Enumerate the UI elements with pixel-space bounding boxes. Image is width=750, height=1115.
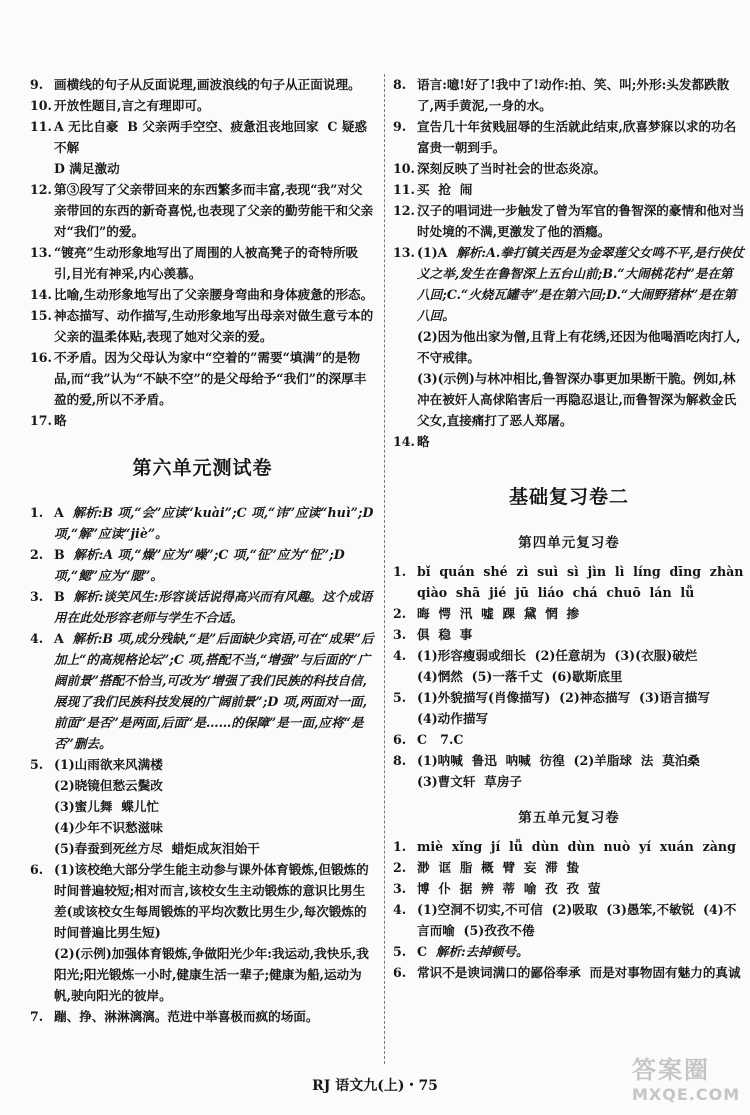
answer-item: [30, 544, 375, 586]
answer-text: 神态描写、动作描写,生动形象地写出母亲对做生意亏本的父亲的温柔体贴,表现了她对父亲的爱。: [54, 308, 374, 344]
right-column: [393, 74, 745, 983]
answer-number: 5.: [393, 690, 407, 705]
answer-number: 3.: [393, 881, 407, 896]
answer-text: 常识不是谀词满口的鄙俗奉承 而是对事物固有魅力的真诚: [417, 965, 741, 980]
answer-analysis: 解析:去掉顿号。: [435, 944, 529, 959]
answer-text: A 无比自豪 B 父亲两手空空、疲惫沮丧地回家 C 疑惑不解 D 满足激动: [54, 119, 368, 176]
answer-text: 第③段写了父亲带回来的东西繁多而丰富,表现“我”对父亲带回的东西的新奇喜悦,也表现了父亲的勤劳能干和父亲对“我们”的爱。: [54, 182, 374, 239]
answer-number: 8.: [393, 77, 407, 92]
answer-text: (3)蜜儿舞 蝶儿忙: [54, 799, 160, 814]
answer-item: [393, 687, 745, 729]
answer-item: [393, 74, 745, 116]
answer-text: 深刻反映了当时社会的世态炎凉。: [417, 161, 606, 176]
answer-item: [393, 645, 745, 687]
answer-text: A: [54, 631, 73, 646]
answer-item: [393, 242, 745, 326]
answer-number: 4.: [30, 631, 44, 646]
answer-item: [30, 305, 375, 347]
left-answers-a: [30, 74, 375, 431]
answer-text: miè xǐng jí lǚ dùn dùn nuò yí xuán zàng: [417, 839, 736, 854]
answer-number: 3.: [30, 589, 44, 604]
right-answers-c: [393, 836, 745, 983]
answer-number: 10.: [393, 161, 415, 176]
answer-text: 晦 愕 汛 嘘 踝 黛 惘 掺: [417, 606, 580, 621]
answer-item: [30, 817, 375, 838]
answer-item: [393, 431, 745, 452]
answer-analysis: 解析:谈笑风生:形容谈话说得高兴而有风趣。这个成语用在此处形容老师与学生不合适。: [54, 589, 373, 625]
answer-number: 4.: [393, 902, 407, 917]
answer-number: 2.: [30, 547, 44, 562]
answer-item: [30, 754, 375, 775]
watermark-url: MXQE.COM: [632, 1085, 741, 1104]
answer-item: [393, 729, 745, 750]
answer-item: [30, 502, 375, 544]
answer-item: [30, 116, 375, 179]
answer-item: [30, 242, 375, 284]
answer-item: [30, 410, 375, 431]
answer-number: 6.: [30, 862, 44, 877]
answer-number: 11.: [30, 119, 52, 134]
answer-item: [393, 116, 745, 158]
answer-item: [30, 284, 375, 305]
answer-analysis: 解析:B 项,“会”应读“kuài”;C 项,“讳”应读“huì”;D 项,“解”应读“jiè”。: [54, 505, 374, 541]
answer-text: 比喻,生动形象地写出了父亲腰身弯曲和身体疲惫的形态。: [54, 287, 374, 302]
answer-number: 17.: [30, 413, 52, 428]
left-answers-b: [30, 502, 375, 1027]
answer-item: [30, 95, 375, 116]
answer-number: 15.: [30, 308, 52, 323]
answer-number: 4.: [393, 648, 407, 663]
answer-analysis: 解析:B 项,成分残缺,“是”后面缺少宾语,可在“成果”后加上“的高规格论坛”;C 项,搭配不当,“增强”与后面的“广阔前景”搭配不恰当,可改为“增强了我们民族的科技自信,展现了我们民族科技发展的广阔前景”;D 项,两面对一面,前面“是否”是两面,后面“是……的保障”是一面,应将“是否”删去。: [54, 631, 374, 751]
answer-analysis: 解析:A.拳打镇关西是为金翠莲父女鸣不平,是行侠仗义之举,发生在鲁智深上五台山前;B.“大闹桃花村”是在第八回;C.“火烧瓦罐寺”是在第六回;D.“大闹野猪林”是在第八回。: [417, 245, 744, 323]
answer-number: 8.: [393, 753, 407, 768]
answer-item: [30, 943, 375, 1006]
answer-number: 11.: [393, 182, 415, 197]
answer-text: 画横线的句子从反面说理,画波浪线的句子从正面说理。: [54, 77, 361, 92]
answer-text: 汉子的唱词进一步触发了曾为军官的鲁智深的豪情和他对当时处境的不满,更激发了他的酒瘾。: [417, 203, 745, 239]
answer-text: (2)(示例)加强体育锻炼,争做阳光少年:我运动,我快乐,我阳光;阳光锻炼一小时,健康生活一辈子;健康为船,运动为帆,驶向阳光的彼岸。: [54, 946, 369, 1003]
subsection-title-unit4-review: 第四单元复习卷: [518, 535, 620, 551]
answer-item: [393, 857, 745, 878]
answer-number: 7.: [30, 1009, 44, 1024]
answer-item: [393, 899, 745, 941]
answer-text: B: [54, 589, 74, 604]
answer-text: (1)形容瘦弱或细长 (2)任意胡为 (3)(衣服)破烂 (4)惘然 (5)一落千丈 (6)歇斯底里: [417, 648, 698, 684]
answer-text: 俱 稳 事: [417, 627, 473, 642]
answer-text: (1)该校绝大部分学生能主动参与课外体育锻炼,但锻炼的时间普遍较短;相对而言,该校女生主动锻炼的意识比男生差(或该校女生每周锻炼的平均次数比男生少,每次锻炼的时间普遍比男生短): [54, 862, 369, 940]
answer-text: 博 仆 据 辨 蒂 喻 孜 孜 萤: [417, 881, 601, 896]
answer-text: (1)A: [417, 245, 457, 260]
answer-number: 2.: [393, 860, 407, 875]
answer-number: 13.: [30, 245, 52, 260]
watermark-text: 答案圈: [632, 1056, 710, 1084]
section-title-unit6-test: 第六单元测试卷: [132, 457, 273, 479]
answer-text: B: [54, 547, 74, 562]
answer-number: 16.: [30, 350, 52, 365]
answer-item: [393, 179, 745, 200]
answer-item: [393, 326, 745, 368]
left-column: [30, 74, 375, 1027]
answer-text: (3)(示例)与林冲相比,鲁智深办事更加果断干脆。例如,林冲在被奸人高俅陷害后一再隐忍退让,而鲁智深为解救金氏父女,直接痛打了恶人郑屠。: [417, 371, 737, 428]
answer-text: (1)呐喊 鲁迅 呐喊 彷徨 (2)羊脂球 法 莫泊桑 (3)曹文轩 草房子: [417, 753, 700, 789]
answer-number: 9.: [30, 77, 44, 92]
answer-number: 2.: [393, 606, 407, 621]
answer-item: [393, 158, 745, 179]
subsection-title-unit5-review: 第五单元复习卷: [518, 810, 620, 826]
answer-number: 10.: [30, 98, 52, 113]
column-divider: [384, 74, 385, 1064]
answer-text: 不矛盾。因为父母认为家中“空着的”需要“填满”的是物品,而“我”认为“不缺不空”的是父母给予“我们”的深厚丰盈的爱,所以不矛盾。: [54, 350, 367, 407]
answer-text: 宣告几十年贫贱屈辱的生活就此结束,欣喜梦寐以求的功名富贵一朝到手。: [417, 119, 737, 155]
answer-text: 略: [417, 434, 430, 449]
answer-number: 14.: [30, 287, 52, 302]
answer-text: (5)春蚕到死丝方尽 蜡炬成灰泪始干: [54, 841, 260, 856]
answer-item: [393, 941, 745, 962]
answer-text: (1)空洞不切实,不可信 (2)吸取 (3)愚笨,不敏锐 (4)不言而喻 (5)孜孜不倦: [417, 902, 737, 938]
answer-text: (2)因为他出家为僧,且背上有花绣,还因为他喝酒吃肉打人,不守戒律。: [417, 329, 741, 365]
answer-item: [393, 561, 745, 603]
answer-item: [30, 796, 375, 817]
answer-item: [30, 838, 375, 859]
right-answers-b: [393, 561, 745, 792]
answer-item: [30, 586, 375, 628]
answer-item: [393, 962, 745, 983]
answer-item: [393, 750, 745, 792]
section-title-basic-review-2: 基础复习卷二: [508, 486, 629, 508]
answer-number: 6.: [393, 732, 407, 747]
answer-number: 5.: [393, 944, 407, 959]
answer-item: [393, 878, 745, 899]
answer-text: 蹦、挣、淋淋漓漓。范进中举喜极而疯的场面。: [54, 1009, 319, 1024]
answer-text: bǐ quán shé zì suì sì jìn lì líng dīng zhàn qiào shā jié jū liáo chá chuō lán lǚ: [417, 564, 744, 600]
answer-text: 渺 诓 脂 概 臂 妄 滞 蛰: [417, 860, 580, 875]
answer-text: (1)山雨欲来风满楼: [54, 757, 163, 772]
answer-number: 12.: [30, 182, 52, 197]
answer-text: 略: [54, 413, 67, 428]
answer-item: [30, 179, 375, 242]
right-answers-a: [393, 74, 745, 452]
answer-item: [30, 628, 375, 754]
answer-number: 14.: [393, 434, 415, 449]
answer-item: [393, 624, 745, 645]
answer-number: 1.: [393, 564, 407, 579]
answer-item: [30, 1006, 375, 1027]
answer-number: 1.: [393, 839, 407, 854]
answer-text: (4)少年不识愁滋味: [54, 820, 163, 835]
answer-item: [393, 836, 745, 857]
answer-text: 开放性题目,言之有理即可。: [54, 98, 210, 113]
answer-number: 3.: [393, 627, 407, 642]
answer-item: [30, 347, 375, 410]
answer-text: 买 抢 闹: [417, 182, 473, 197]
answer-item: [393, 200, 745, 242]
answer-item: [393, 603, 745, 624]
watermark-logo: [632, 1050, 744, 1108]
answer-text: A: [54, 505, 73, 520]
answer-item: [393, 368, 745, 431]
answer-text: C: [417, 944, 436, 959]
answer-text: C 7.C: [417, 732, 464, 747]
answer-analysis: 解析:A 项,“燥”应为“噪”;C 项,“征”应为“怔”;D 项,“鳃”应为“腮”。: [54, 547, 345, 583]
answer-number: 1.: [30, 505, 44, 520]
answer-item: [30, 74, 375, 95]
answer-text: “镀亮”生动形象地写出了周围的人被高凳子的奇特所吸引,目光有神采,内心羡慕。: [54, 245, 359, 281]
answer-text: (2)晓镜但愁云鬓改: [54, 778, 163, 793]
answer-text: (1)外貌描写(肖像描写) (2)神态描写 (3)语言描写 (4)动作描写: [417, 690, 710, 726]
answer-number: 6.: [393, 965, 407, 980]
answer-number: 12.: [393, 203, 415, 218]
answer-number: 13.: [393, 245, 415, 260]
answer-item: [30, 775, 375, 796]
answer-number: 5.: [30, 757, 44, 772]
answer-text: 语言:噫!好了!我中了!动作:拍、笑、叫;外形:头发都跌散了,两手黄泥,一身的水。: [417, 77, 730, 113]
answer-number: 9.: [393, 119, 407, 134]
page-footer: RJ 语文九(上)・75: [312, 1078, 438, 1094]
answer-item: [30, 859, 375, 943]
